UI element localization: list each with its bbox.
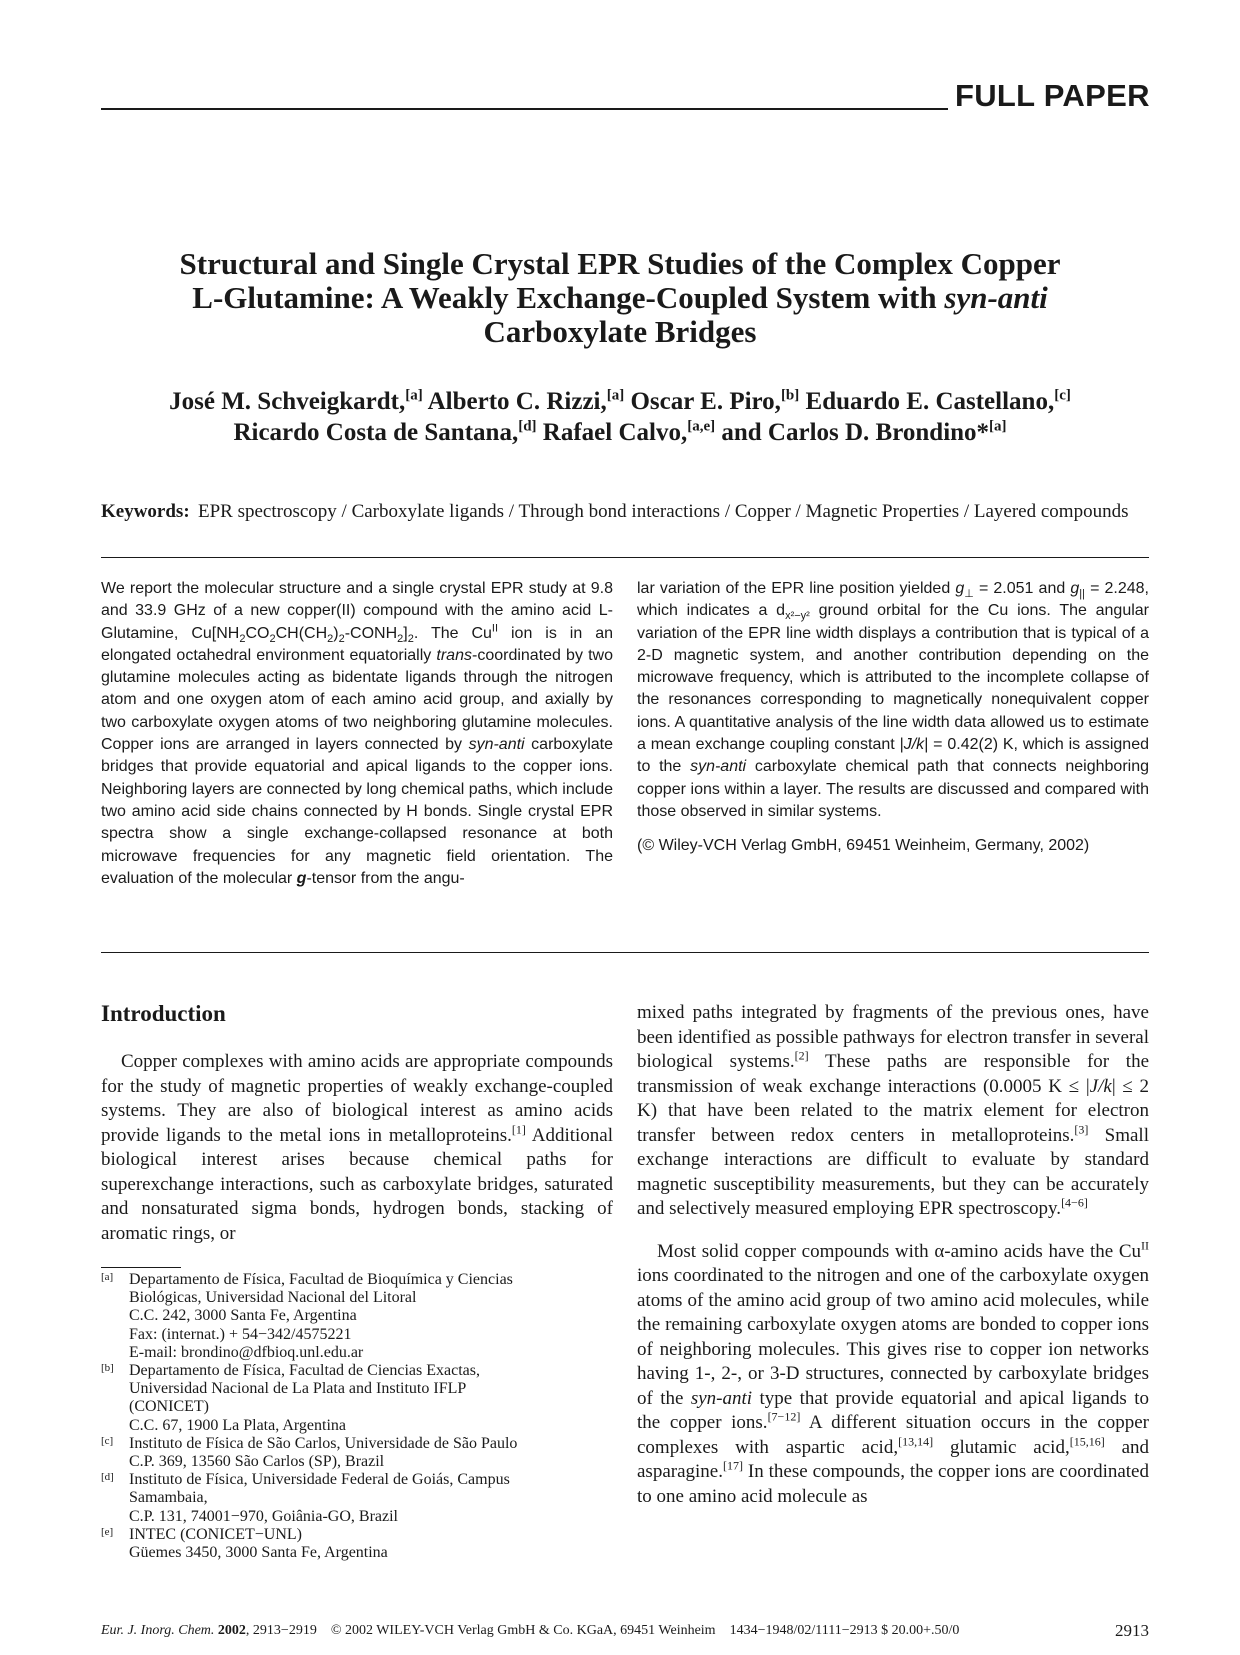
abstract-left-column [101,578,613,890]
citation: [4−6] [1061,1195,1088,1210]
footer-copyright: © 2002 WILEY-VCH Verlag GmbH & Co. KGaA, 69451 Weinheim [330,1623,716,1638]
section-heading: Introduction [101,1001,226,1026]
citation: [17] [722,1458,743,1473]
footer-issn: 1434−1948/02/1111−2913 $ 20.00+.50/0 [729,1623,960,1638]
footnote-mark: [a] [101,1271,114,1283]
author-name: Oscar E. Piro, [624,388,781,415]
email-address: E-mail: brondino@dfbioq.unl.edu.ar [129,1343,364,1361]
journal-year: 2002 [217,1623,246,1638]
page-number: 2913 [1115,1621,1149,1640]
footnote-b: [b] Departamento de Física, Facultad de Ciencias Exactas, Universidad Nacional de La Plata and Instituto IFLP (CONICET) C.C. 67, 1900 La Plata, Argentina [101,1362,613,1435]
keywords-label: Keywords: [101,501,190,522]
affiliation-footnotes [101,1271,613,1562]
citation: [15,16] [1069,1434,1105,1449]
author-name: and Carlos D. Brondino* [715,419,990,446]
author-name: Alberto C. Rizzi, [422,388,607,415]
author-name: Eduardo E. Castellano, [799,388,1055,415]
title-l-prefix: L [192,280,213,315]
intro-left-column [101,1050,613,1246]
header-rule [101,108,948,110]
page-footer [101,1623,1149,1639]
title-italic: syn-anti [944,280,1048,315]
footnote-e: [e] INTEC (CONICET−UNL) Güemes 3450, 3000 Santa Fe, Argentina [101,1526,613,1562]
title-line-1: Structural and Single Crystal EPR Studies of the Complex Copper [179,246,1061,281]
citation: [13,14] [898,1434,934,1449]
paper-title [120,247,1120,349]
body-paragraph: Most solid copper compounds with α-amino acids have the $Cu^{II}$ ions coordinated to the nitrogen and one of the carboxylate oxygen atoms of the amino acid group of two amino acid molecules, while the remaining carboxylate oxygen atoms are bonded to copper ions of neighboring molecules. This gives rise to copper ion networks having 1-, 2-, or 3-D structures, connected by carboxylate bridges of the syn-anti type that provide equatorial and apical ligands to the copper ions.[7−12] A different situation occurs in the copper complexes with aspartic acid,[13,14] glutamic acid,[15,16] and asparagine.[17] In these compounds, the copper ions are coordinated to one amino acid molecule as [637,1238,1150,1507]
affiliation-mark: [a] [405,387,423,404]
journal-pages: , 2913−2919 [245,1623,317,1638]
footnote-mark: [d] [101,1471,114,1484]
abstract-copyright: (© Wiley-VCH Verlag GmbH, 69451 Weinheim, Germany, 2002) [637,837,1090,855]
abstract-paragraph: We report the molecular structure and a single crystal EPR study at 9.8 and 33.9 GHz of a new copper(II) compound with the amino acid L-Glutamine, $Cu[NH_2CO_2CH(CH_2)_2-CONH_2]_2$. The $Cu^{II}$ ion is in an elongated octahedral environment equatorially trans-coordinated by two glutamine molecules acting as bidentate ligands through the nitrogen atom and one oxygen atom of each amino acid group, and axially by two carboxylate oxygen atoms of two neighboring glutamine molecules. Copper ions are arranged in layers connected by syn-anti carboxylate bridges that provide equatorial and apical ligands to the copper ions. Neighboring layers are connected by long chemical paths, which include two amino acid side chains connected by H bonds. Single crystal EPR spectra show a single exchange-collapsed resonance at both microwave frequencies for any magnetic field orientation. The evaluation of the molecular g-tensor from the angu- [101,580,613,887]
keywords [101,500,1149,524]
footnote-a: [a] Departamento de Física, Facultad de Bioquímica y Ciencias Biológicas, Universidad Nacional del Litoral C.C. 242, 3000 Santa Fe, Argentina Fax: (internat.) + 54−342/4575221 E-mail: brondino@dfbioq.unl.edu.ar [101,1271,613,1362]
abstract-paragraph: lar variation of the EPR line position yielded $g_\perp = 2.051$ and $g_{||} = 2.248$, which indicates a $d_{x^2-y^2}$ ground orbital for the Cu ions. The angular variation of the EPR line width displays a contribution that is typical of a 2-D magnetic system, and another contribution depending on the microwave frequency, which is attributed to the incomplete collapse of the resonances corresponding to magnetically nonequivalent copper ions. A quantitative analysis of the line width data allowed us to estimate a mean exchange coupling constant |J/k| = 0.42(2) K, which is assigned to the syn-anti carboxylate chemical path that connects neighboring copper ions within a layer. The results are discussed and compared with those observed in similar systems. [637,580,1150,820]
citation: [1] [511,1122,526,1137]
title-line-2: -Glutamine: A Weakly Exchange-Coupled System with [212,280,945,315]
footnote-c: [c] Instituto de Física de São Carlos, Universidade de São Paulo C.P. 369, 13560 São Carlos (SP), Brazil [101,1435,613,1471]
author-name: Rafael Calvo, [536,419,688,446]
abstract-rule [101,952,1149,953]
footnote-d: [d] Instituto de Física, Universidade Federal de Goiás, Campus Samambaia, C.P. 131, 74001−970, Goiânia-GO, Brazil [101,1471,613,1526]
keywords-rule [101,557,1149,558]
affiliation-mark: [d] [518,418,537,435]
body-paragraph: mixed paths integrated by fragments of the previous ones, have been identified as possible pathways for electron transfer in several biological systems.[2] These paths are responsible for the transmission of weak exchange interactions (0.0005 K ≤ |J/k| ≤ 2 K) that have been related to the matrix element for electron transfer between redox centers in metalloproteins.[3] Small exchange interactions are difficult to evaluate by standard magnetic susceptibility measurements, but they can be accurately and selectively measured employing EPR spectroscopy.[4−6] [637,1002,1150,1219]
citation: [2] [794,1048,809,1063]
section-label: FULL PAPER [955,78,1150,113]
author-name: Ricardo Costa de Santana, [233,419,519,446]
footnote-mark: [b] [101,1362,114,1375]
author-list [100,386,1140,448]
body-paragraph: Copper complexes with amino acids are appropriate compounds for the study of magnetic properties of weakly exchange-coupled systems. They are also of biological interest as amino acids provide ligands to the metal ions in metalloproteins.[1] Additional biological interest arises because chemical paths for superexchange interactions, such as carboxylate bridges, saturated and nonsaturated sigma bonds, hydrogen bonds, stacking of aromatic rings, or [101,1051,613,1244]
journal-name: Eur. J. Inorg. Chem. [101,1623,215,1638]
affiliation-mark: [a] [606,387,625,404]
keywords-text: EPR spectroscopy / Carboxylate ligands / Through bond interactions / Copper / Magnetic Properties / Layered compounds [198,501,1129,522]
author-name: José M. Schveigkardt, [169,388,406,415]
affiliation-mark: [c] [1054,387,1071,404]
affiliation-mark: [a,e] [687,418,716,435]
footnote-mark: [e] [101,1525,114,1538]
title-line-3: Carboxylate Bridges [483,314,757,349]
affiliation-mark: [a] [989,418,1007,435]
affiliation-mark: [b] [780,387,800,404]
intro-right-column [637,1001,1149,1509]
abstract-right-column [637,578,1149,858]
citation: [7−12] [767,1409,801,1424]
footnote-mark: [c] [101,1434,114,1447]
citation: [3] [1074,1122,1089,1137]
